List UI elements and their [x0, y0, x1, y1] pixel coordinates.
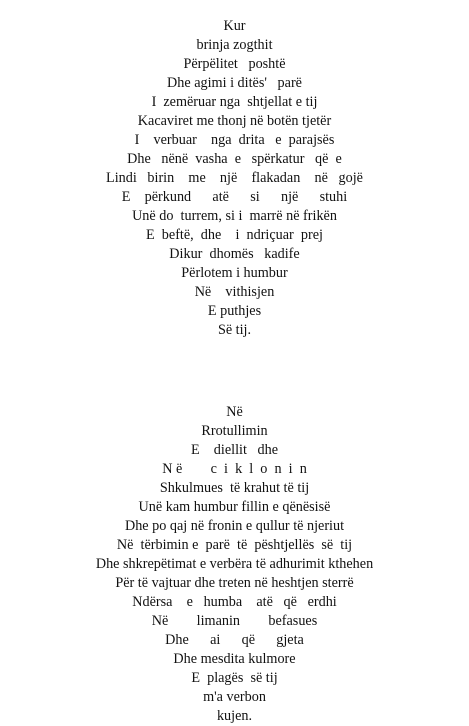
poem-line: Dhe agimi i ditës' parë: [167, 75, 302, 91]
poem-line: Kur: [223, 18, 246, 34]
poem-line: Dhe po qaj në fronin e qullur të njeriut: [124, 518, 345, 534]
poem-line: Dhe ai që gjeta: [165, 632, 304, 648]
poem-line: brinja zogthit: [196, 37, 273, 53]
poem-line: Përlotem i humbur: [181, 265, 288, 281]
poem-line: Në vithisjen: [194, 284, 275, 300]
poem-line: I zemëruar nga shtjellat e tij: [151, 94, 318, 110]
poem-line: E puthjes: [207, 303, 262, 319]
poem-line: Unë kam humbur fillin e qënësisë: [138, 499, 331, 515]
poem-line: Kacaviret me thonj në botën tjetër: [137, 113, 332, 129]
stanza-one: [0, 17, 469, 340]
poem-line: Së tij.: [217, 322, 252, 338]
poem-line: E beftë, dhe i ndriçuar prej: [146, 227, 323, 243]
poem-line: Përpëlitet poshtë: [183, 56, 286, 72]
poem-line: Shkulmues të krahut të tij: [159, 480, 310, 496]
poem-line: m'a verbon: [203, 689, 266, 705]
poem-line: Dikur dhomës kadife: [169, 246, 300, 262]
poem-line: Ndërsa e humba atë që erdhi: [132, 594, 337, 610]
poem-line: E plagës së tij: [191, 670, 278, 686]
poem-line: I verbuar nga drita e parajsës: [134, 132, 335, 148]
poem-line: Unë do turrem, si i marrë në frikën: [132, 208, 337, 224]
poem-line: Lindi birin me një flakadan në gojë: [106, 170, 363, 186]
poem-line: Dhe nënë vasha e spërkatur që e: [127, 151, 342, 167]
poem-line: Dhe shkrepëtimat e verbëra të adhurimit kthehen: [95, 556, 374, 572]
poem-line: N ë c i k l o n i n: [162, 461, 307, 477]
poem-line: Për të vajtuar dhe treten në heshtjen sterrë: [115, 575, 354, 591]
poem-line: Rrotullimin: [201, 423, 268, 439]
poem-line: Në: [226, 404, 243, 420]
poem-line: Në limanin befasues: [151, 613, 318, 629]
poem-line: Dhe mesdita kulmore: [173, 651, 296, 667]
poem-line: E përkund atë si një stuhi: [121, 189, 348, 205]
poem-line: Në tërbimin e parë të pështjellës së tij: [116, 537, 353, 553]
stanza-two: [0, 403, 469, 726]
poem-line: E diellit dhe: [190, 442, 279, 458]
poem-line: kujen.: [216, 708, 253, 724]
